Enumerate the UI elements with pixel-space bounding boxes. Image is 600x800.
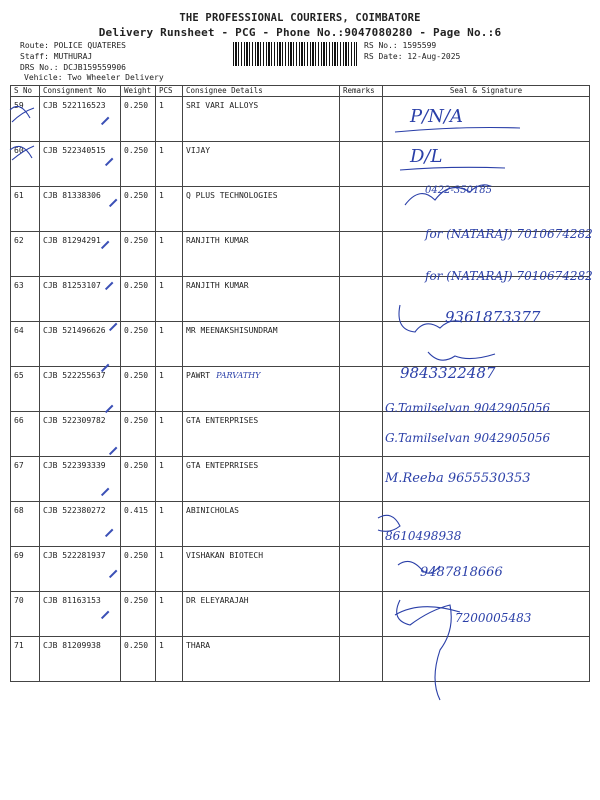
cell-pcs: 1 bbox=[156, 637, 183, 682]
rs-date: RS Date: 12-Aug-2025 bbox=[364, 52, 461, 61]
cell-weight: 0.415 bbox=[121, 502, 156, 547]
cell-remarks bbox=[340, 367, 383, 412]
consignee-name: RANJITH KUMAR bbox=[186, 236, 249, 245]
barcode-icon bbox=[233, 42, 357, 66]
col-weight: Weight bbox=[121, 86, 156, 97]
cell-weight: 0.250 bbox=[121, 367, 156, 412]
cell-pcs: 1 bbox=[156, 592, 183, 637]
cell-consignment: CJB 81253107 bbox=[40, 277, 121, 322]
consignee-name: RANJITH KUMAR bbox=[186, 281, 249, 290]
cell-pcs: 1 bbox=[156, 322, 183, 367]
cell-consignment: CJB 522309782 bbox=[40, 412, 121, 457]
cell-consignment: CJB 522281937 bbox=[40, 547, 121, 592]
handwritten-signature: P/N/A bbox=[410, 106, 463, 127]
handwritten-signature: 9487818666 bbox=[420, 565, 503, 580]
cell-sno: 65 bbox=[11, 367, 40, 412]
table-row bbox=[11, 322, 590, 367]
cell-consignment: CJB 522255637 bbox=[40, 367, 121, 412]
handwritten-signature: 9843322487 bbox=[400, 364, 496, 382]
cell-consignment: CJB 522340515 bbox=[40, 142, 121, 187]
handwritten-signature: G.Tamilselvan 9042905056 bbox=[385, 401, 551, 415]
rs-number: RS No.: 1595599 bbox=[364, 41, 437, 50]
cell-weight: 0.250 bbox=[121, 232, 156, 277]
cell-pcs: 1 bbox=[156, 142, 183, 187]
cell-weight: 0.250 bbox=[121, 277, 156, 322]
consignee-name: GTA ENTERPRISES bbox=[186, 416, 259, 425]
table-header-row bbox=[11, 86, 590, 97]
cell-pcs: 1 bbox=[156, 232, 183, 277]
cell-consignment: CJB 522116523 bbox=[40, 97, 121, 142]
consignee-name: PAWRT bbox=[186, 371, 211, 380]
cell-signature bbox=[383, 637, 590, 682]
col-signature: Seal & Signature bbox=[383, 86, 590, 97]
cell-consignee bbox=[183, 232, 340, 277]
col-consignee: Consignee Details bbox=[183, 86, 340, 97]
table-row bbox=[11, 97, 590, 142]
cell-consignee bbox=[183, 547, 340, 592]
table-row bbox=[11, 502, 590, 547]
col-remarks: Remarks bbox=[340, 86, 383, 97]
cell-consignment: CJB 521496626 bbox=[40, 322, 121, 367]
cell-consignee bbox=[183, 457, 340, 502]
cell-consignment: CJB 522393339 bbox=[40, 457, 121, 502]
cell-sno: 67 bbox=[11, 457, 40, 502]
cell-sno: 69 bbox=[11, 547, 40, 592]
cell-remarks bbox=[340, 412, 383, 457]
cell-consignment: CJB 522380272 bbox=[40, 502, 121, 547]
cell-weight: 0.250 bbox=[121, 97, 156, 142]
cell-remarks bbox=[340, 502, 383, 547]
cell-sno: 62 bbox=[11, 232, 40, 277]
cell-remarks bbox=[340, 97, 383, 142]
cell-pcs: 1 bbox=[156, 277, 183, 322]
cell-remarks bbox=[340, 232, 383, 277]
handwritten-note: PARVATHY bbox=[216, 371, 261, 380]
cell-sno: 59 bbox=[11, 97, 40, 142]
cell-pcs: 1 bbox=[156, 97, 183, 142]
cell-weight: 0.250 bbox=[121, 637, 156, 682]
handwritten-signature: for (NATARAJ) 7010674282 bbox=[425, 269, 593, 283]
cell-consignment: CJB 81163153 bbox=[40, 592, 121, 637]
cell-remarks bbox=[340, 457, 383, 502]
cell-consignee bbox=[183, 97, 340, 142]
cell-weight: 0.250 bbox=[121, 187, 156, 232]
cell-remarks bbox=[340, 637, 383, 682]
cell-consignee bbox=[183, 367, 340, 412]
consignee-name: ABINICHOLAS bbox=[186, 506, 239, 515]
cell-remarks bbox=[340, 547, 383, 592]
cell-weight: 0.250 bbox=[121, 592, 156, 637]
col-pcs: PCS bbox=[156, 86, 183, 97]
handwritten-signature: for (NATARAJ) 7010674282 bbox=[425, 227, 593, 241]
handwritten-signature: 8610498938 bbox=[385, 529, 462, 543]
cell-remarks bbox=[340, 322, 383, 367]
handwritten-signature: 7200005483 bbox=[455, 611, 532, 625]
cell-remarks bbox=[340, 277, 383, 322]
handwritten-signature: G.Tamilselvan 9042905056 bbox=[385, 431, 551, 445]
col-sno: S No bbox=[11, 86, 40, 97]
cell-sno: 61 bbox=[11, 187, 40, 232]
cell-consignment: CJB 81338306 bbox=[40, 187, 121, 232]
cell-pcs: 1 bbox=[156, 367, 183, 412]
table-row bbox=[11, 187, 590, 232]
cell-consignee bbox=[183, 322, 340, 367]
runsheet-subtitle: Delivery Runsheet - PCG - Phone No.:9047080280 - Page No.:6 bbox=[98, 26, 502, 39]
cell-sno: 71 bbox=[11, 637, 40, 682]
handwritten-signature: D/L bbox=[410, 146, 443, 167]
cell-consignee bbox=[183, 502, 340, 547]
cell-pcs: 1 bbox=[156, 412, 183, 457]
cell-pcs: 1 bbox=[156, 502, 183, 547]
cell-weight: 0.250 bbox=[121, 142, 156, 187]
cell-consignee bbox=[183, 277, 340, 322]
cell-sno: 63 bbox=[11, 277, 40, 322]
runsheet-table bbox=[10, 85, 590, 682]
cell-remarks bbox=[340, 187, 383, 232]
cell-weight: 0.250 bbox=[121, 412, 156, 457]
consignee-name: GTA ENTEPRRISES bbox=[186, 461, 259, 470]
cell-consignment: CJB 81209938 bbox=[40, 637, 121, 682]
consignee-name: SRI VARI ALLOYS bbox=[186, 101, 259, 110]
consignee-name: MR MEENAKSHISUNDRAM bbox=[186, 326, 278, 335]
consignee-name: VIJAY bbox=[186, 146, 211, 155]
table-row bbox=[11, 142, 590, 187]
route-label: Route: POLICE QUATERES bbox=[20, 41, 126, 50]
consignee-name: Q PLUS TECHNOLOGIES bbox=[186, 191, 278, 200]
staff-label: Staff: MUTHURAJ bbox=[20, 52, 93, 61]
cell-pcs: 1 bbox=[156, 547, 183, 592]
cell-sno: 70 bbox=[11, 592, 40, 637]
consignee-name: THARA bbox=[186, 641, 211, 650]
company-title: THE PROFESSIONAL COURIERS, COIMBATORE bbox=[179, 12, 421, 24]
cell-remarks bbox=[340, 592, 383, 637]
cell-consignee bbox=[183, 187, 340, 232]
consignee-name: VISHAKAN BIOTECH bbox=[186, 551, 264, 560]
cell-sno: 68 bbox=[11, 502, 40, 547]
consignee-name: DR ELEYARAJAH bbox=[186, 596, 249, 605]
cell-pcs: 1 bbox=[156, 187, 183, 232]
handwritten-signature: 0422-350185 bbox=[425, 185, 493, 196]
cell-remarks bbox=[340, 142, 383, 187]
col-consignment: Consignment No bbox=[40, 86, 121, 97]
cell-pcs: 1 bbox=[156, 457, 183, 502]
table-row bbox=[11, 637, 590, 682]
cell-consignee bbox=[183, 637, 340, 682]
cell-weight: 0.250 bbox=[121, 547, 156, 592]
vehicle-label: Vehicle: Two Wheeler Delivery bbox=[24, 73, 164, 82]
cell-weight: 0.250 bbox=[121, 457, 156, 502]
cell-consignee bbox=[183, 412, 340, 457]
cell-sno: 64 bbox=[11, 322, 40, 367]
cell-weight: 0.250 bbox=[121, 322, 156, 367]
cell-signature bbox=[383, 322, 590, 367]
drs-number: DRS No.: DCJB159559906 bbox=[20, 63, 126, 72]
handwritten-signature: 9361873377 bbox=[445, 308, 541, 326]
cell-consignee bbox=[183, 142, 340, 187]
cell-sno: 60 bbox=[11, 142, 40, 187]
cell-consignee bbox=[183, 592, 340, 637]
handwritten-signature: M.Reeba 9655530353 bbox=[385, 471, 531, 486]
cell-consignment: CJB 81294291 bbox=[40, 232, 121, 277]
cell-sno: 66 bbox=[11, 412, 40, 457]
